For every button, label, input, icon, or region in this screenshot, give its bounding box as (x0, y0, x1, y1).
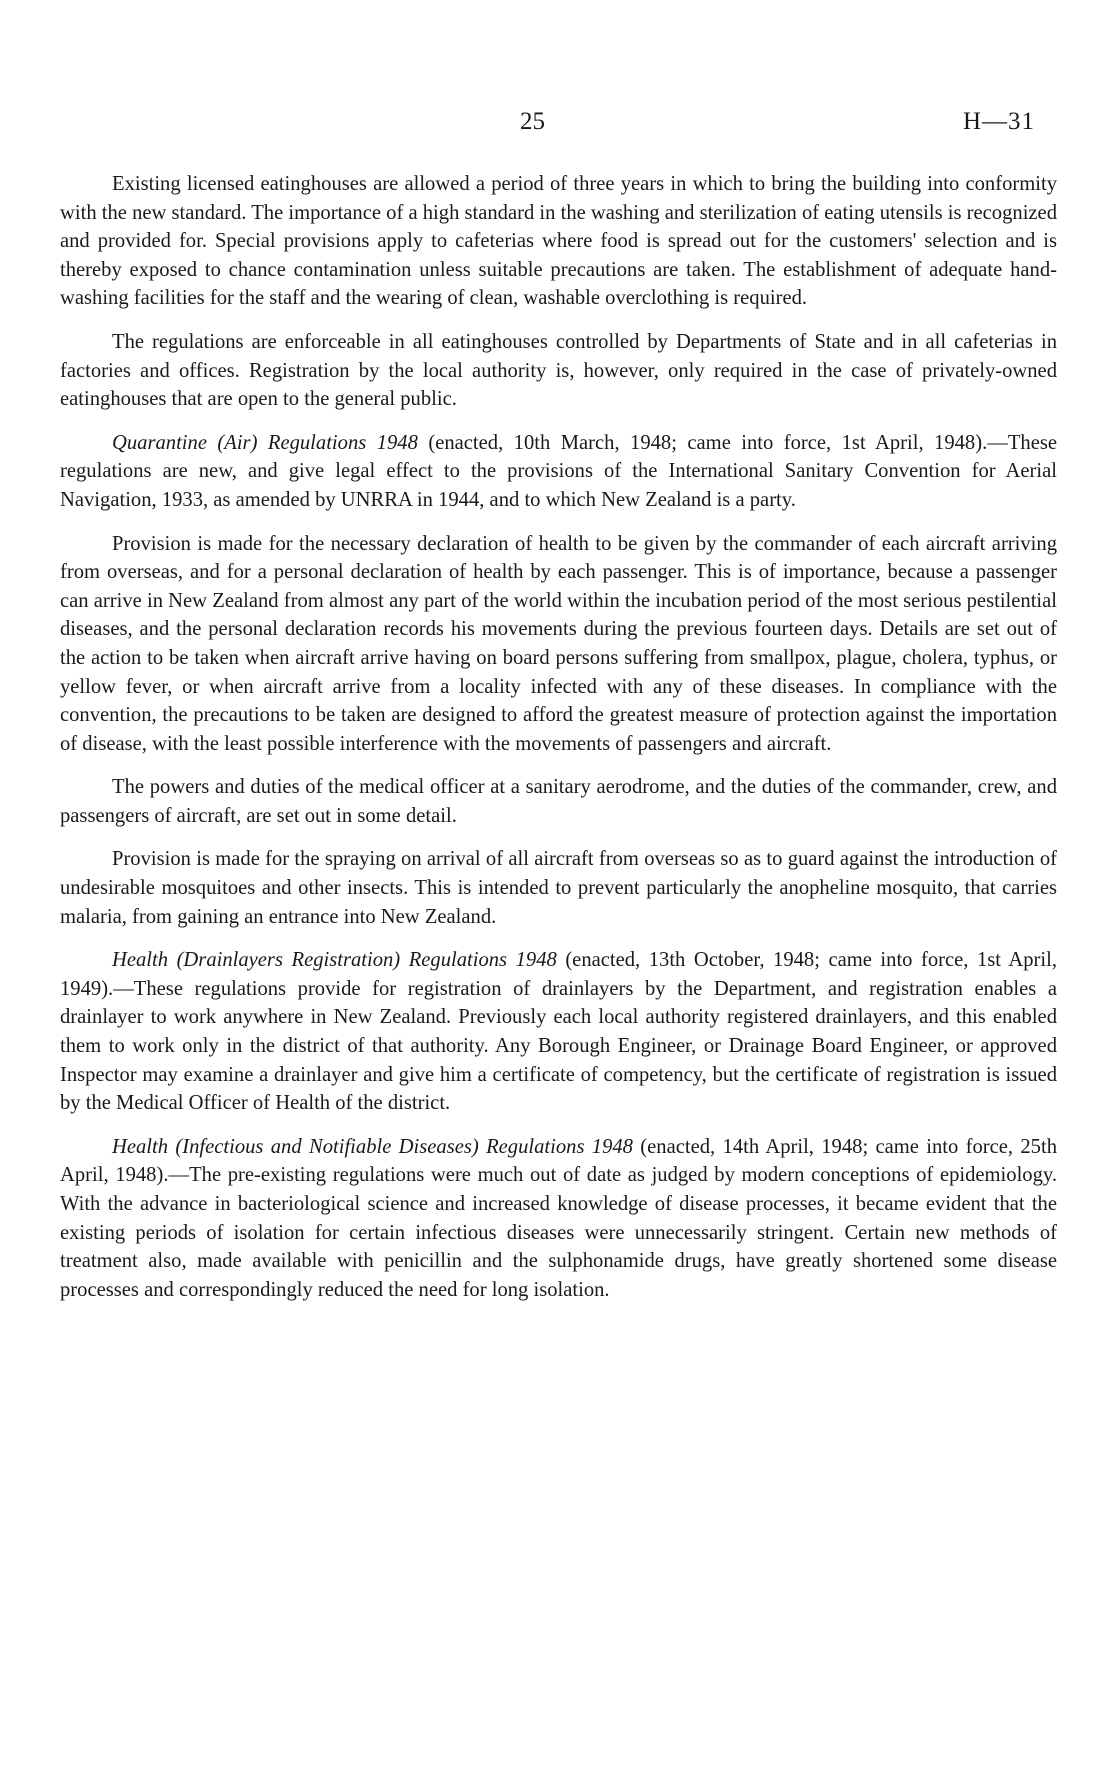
paragraph-text: (enacted, 14th April, 1948; came into force, 25th April, 1948).—The pre-existing regulations were much out of date as judged by modern conceptions of epidemiology. With the advance in bacteriological science and increased knowledge of disease processes, it became evident that the existing periods of isolation for certain infectious diseases were unnecessarily stringent. Certain new methods of treatment also, made available with penicillin and the sulphonamide drugs, have greatly shortened some disease processes and correspondingly reduced the need for long isolation. (60, 1135, 1058, 1301)
paragraph-text: Existing licensed eatinghouses are allowed a period of three years in which to bring the building into conformity with the new standard. The importance of a high standard in the washing and sterilization of eating utensils is recognized and provided for. Special provisions apply to cafeterias where food is spread out for the customers' selection and is thereby exposed to chance contamination unless suitable precautions are taken. The establishment of adequate hand-washing facilities for the staff and the wearing of clean, washable overclothing is required. (60, 173, 1057, 310)
paragraph-enforcement (60, 328, 1057, 414)
paragraph-text: (enacted, 13th October, 1948; came into force, 1st April, 1949).—These regulations provide for registration of drainlayers by the Department, and registration enables a drainlayer to work anywhere in New Zealand. Previously each local authority registered drainlayers, and this enabled them to work only in the district of that authority. Any Borough Engineer, or Drainage Board Engineer, or approved Inspector may examine a drainlayer and give him a certificate of competency, but the certificate of registration is issued by the Medical Officer of Health of the district. (60, 949, 1057, 1115)
page-number: 25 (520, 108, 545, 135)
paragraph-text: Provision is made for the spraying on arrival of all aircraft from overseas so as to guard against the introduction of undesirable mosquitoes and other insects. This is intended to prevent particularly the anopheline mosquito, that carries malaria, from gaining an entrance into New Zealand. (60, 848, 1057, 928)
paragraph-text: The powers and duties of the medical officer at a sanitary aerodrome, and the duties of the commander, crew, and passengers of aircraft, are set out in some detail. (60, 776, 1057, 827)
paragraph-infectious-diseases-regulations (60, 1133, 1057, 1305)
paragraph-eatinghouse-standards (60, 170, 1057, 313)
paragraph-aircraft-spraying (60, 845, 1057, 931)
paragraph-text: The regulations are enforceable in all eatinghouses controlled by Departments of State and in all cafeterias in factories and offices. Registration by the local authority is, however, only required in the case of privately-owned eatinghouses that are open to the general public. (60, 330, 1057, 411)
paragraph-quarantine-air-regulations (60, 429, 1057, 515)
document-code: H—31 (963, 108, 1036, 135)
regulation-title: Health (Infectious and Notifiable Diseases) Regulations 1948 (112, 1135, 633, 1158)
paragraph-health-declaration (60, 530, 1057, 759)
paragraph-medical-officer-duties (60, 773, 1057, 830)
regulation-title: Quarantine (Air) Regulations 1948 (112, 431, 418, 454)
page-header (0, 108, 1114, 140)
paragraph-text: Provision is made for the necessary declaration of health to be given by the commander of each aircraft arriving from overseas, and for a personal declaration of health by each passenger. This is of importance, because a passenger can arrive in New Zealand from almost any part of the world within the incubation period of the most serious pestilential diseases, and the personal declaration records his movements during the previous fourteen days. Details are set out of the action to be taken when aircraft arrive having on board persons suffering from smallpox, plague, cholera, typhus, or yellow fever, or when aircraft arrive from a locality infected with any of these diseases. In compliance with the convention, the precautions to be taken are designed to afford the greatest measure of protection against the importation of disease, with the least possible interference with the movements of passengers and aircraft. (60, 532, 1057, 755)
body-text (60, 170, 1057, 1304)
paragraph-text: (enacted, 10th March, 1948; came into force, 1st April, 1948).—These regulations are new, and give legal effect to the provisions of the International Sanitary Convention for Aerial Navigation, 1933, as amended by UNRRA in 1944, and to which New Zealand is a party. (60, 431, 1057, 511)
regulation-title: Health (Drainlayers Registration) Regulations 1948 (112, 949, 557, 972)
paragraph-drainlayers-regulations (60, 946, 1057, 1118)
